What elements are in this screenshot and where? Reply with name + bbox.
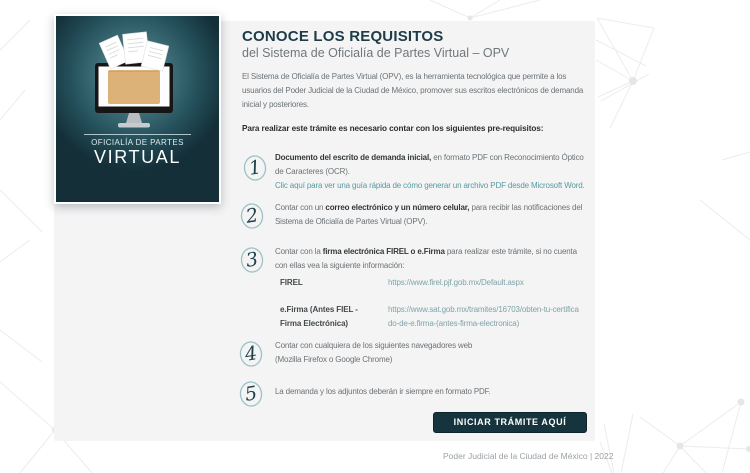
- requirement-text-1: [275, 151, 585, 193]
- requirement-text-2: Contar con un correo electrónico y un número celular, para recibir las notificaciones del Sistema de Oficialía de Partes Virtual (OPV).: [275, 203, 583, 226]
- svg-text:1: 1: [247, 156, 263, 180]
- requirement-text-3: Contar con la firma electrónica FIREL o e.Firma para realizar este trámite, si no cuenta con ellas vea la siguiente información:: [275, 247, 577, 270]
- svg-text:2: 2: [244, 204, 260, 228]
- tile-caption-small: OFICIALÍA DE PARTES: [91, 138, 184, 147]
- intro-line: inicial y posteriores.: [242, 100, 309, 109]
- requirement-number-icon-1: [242, 152, 268, 184]
- requirement-number-icon-4: [238, 338, 264, 370]
- tile-divider: [84, 134, 191, 135]
- firel-link[interactable]: https://www.firel.pjf.gob.mx/Default.aspx: [388, 278, 524, 287]
- folder-icon: [108, 70, 160, 104]
- svg-text:3: 3: [244, 248, 260, 272]
- start-procedure-button[interactable]: INICIAR TRÁMITE AQUÍ: [433, 412, 587, 433]
- intro-line: El Sistema de Oficialía de Partes Virtual (OPV), es la herramienta tecnológica que permite a los: [242, 72, 567, 81]
- prerequisites-heading: Para realizar este trámite es necesario contar con los siguientes pre-requisitos:: [242, 124, 544, 133]
- intro-paragraph: [242, 70, 583, 112]
- footer-text: Poder Judicial de la Ciudad de México | 2022: [443, 451, 614, 461]
- page-title: CONOCE LOS REQUISITOS: [242, 28, 444, 45]
- requirement-text-4: Contar con cualquiera de los siguientes navegadores web (Mozilla Firefox o Google Chrome): [275, 341, 473, 364]
- efirma-link[interactable]: https://www.sat.gob.mx/tramites/16703/obten-tu-certifica do-de-e.firma-(antes-firma-electronica): [388, 305, 579, 328]
- firel-label: FIREL: [280, 278, 303, 287]
- svg-text:5: 5: [243, 382, 259, 406]
- page-subtitle: del Sistema de Oficialía de Partes Virtual – OPV: [242, 46, 510, 60]
- requirement-number-icon-2: [239, 200, 265, 232]
- requirement-number-icon-5: [238, 378, 264, 410]
- requirement-1-rest: en formato PDF con Reconocimiento Óptico: [431, 153, 584, 162]
- tile-caption-large: VIRTUAL: [94, 147, 181, 167]
- requirement-number-icon-3: [239, 244, 265, 276]
- monitor-documents-illustration: [56, 24, 217, 131]
- requirement-1-bold: Documento del escrito de demanda inicial,: [275, 153, 432, 162]
- requirement-1-line2: de Caracteres (OCR).: [275, 167, 350, 176]
- opv-logo-tile: [54, 14, 221, 204]
- word-guide-link[interactable]: Clic aquí para ver una guía rápida de cómo generar un archivo PDF desde Microsoft Word.: [275, 181, 585, 190]
- svg-text:4: 4: [243, 342, 259, 366]
- intro-line: usuarios del Poder Judicial de la Ciudad de México, promover sus escritos electrónicos de demanda: [242, 86, 584, 95]
- efirma-label: e.Firma (Antes FIEL - Firma Electrónica): [280, 305, 358, 328]
- requirement-text-5: La demanda y los adjuntos deberán ir siempre en formato PDF.: [275, 387, 491, 396]
